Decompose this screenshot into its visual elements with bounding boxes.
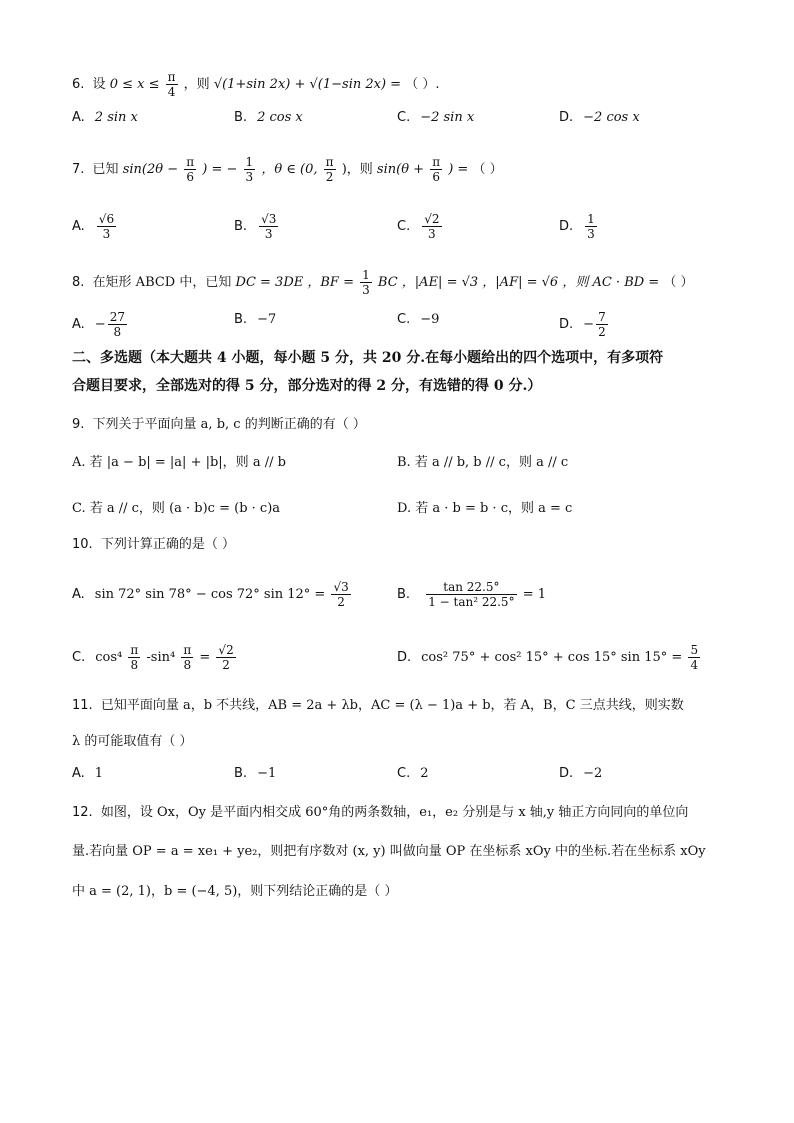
stem-text: 在矩形 ABCD 中，已知 xyxy=(92,275,232,290)
option-b: B. −7 xyxy=(234,312,277,327)
question-number: 11. xyxy=(72,698,93,713)
expression: sin(θ + xyxy=(376,162,425,177)
expression: sin(2θ − xyxy=(122,162,179,177)
section-heading-line: 二、多选题（本大题共 4 小题，每小题 5 分，共 20 分.在每小题给出的四个选项中，有多项符 xyxy=(72,350,664,366)
question-6-stem xyxy=(72,70,439,99)
condition: ，BF = xyxy=(307,275,354,290)
expression: √(1+sin 2x) + √(1−sin 2x) = xyxy=(213,77,402,92)
fraction: $\frac{\pi}{4}$ xyxy=(167,70,176,99)
stem-text: 已知平面向量 a，b 不共线，AB = 2a + λb，AC = (λ − 1)a + b，若 A，B，C 三点共线，则实数 xyxy=(100,698,684,713)
fraction: $\frac{\pi}{6}$ xyxy=(432,155,441,184)
question-12-stem-cont: 量.若向量 OP = a = xe₁ + ye₂，则把有序数对 (x, y) 叫做向量 OP 在坐标系 xOy 中的坐标.若在坐标系 xOy xyxy=(72,844,706,859)
option-a: A. − $\frac{27}{8}$ xyxy=(72,310,125,339)
condition: ，θ ∈ (0, xyxy=(261,162,318,177)
question-number: 7. xyxy=(72,162,85,177)
option-b: B. −1 xyxy=(234,766,277,781)
option-a: A. 1 xyxy=(72,766,104,781)
fraction: $\frac{1}{3}$ xyxy=(245,155,254,184)
condition: 0 ≤ x ≤ xyxy=(109,77,160,92)
stem-text: 已知 xyxy=(92,162,119,177)
stem-text: )，则 xyxy=(341,162,373,177)
question-10-stem xyxy=(72,535,235,555)
condition: ，|AF| = √6 xyxy=(482,275,559,290)
question-11-stem-cont: λ 的可能取值有（ ） xyxy=(72,734,193,749)
condition: BC xyxy=(377,275,398,290)
option-c: C. cos⁴ $\frac{\pi}{8}$ -sin⁴ $\frac{\pi}{8}$ = $\frac{√2}{2}$ xyxy=(72,643,234,672)
option-b: B. $\frac{√3}{3}$ xyxy=(234,212,277,241)
option-c: C. 若 a // c，则 (a · b)c = (b · c)a xyxy=(72,501,281,516)
condition: DC = 3DE xyxy=(235,275,304,290)
section-heading-line: 合题目要求，全部选对的得 5 分，部分选对的得 2 分，有选错的得 0 分.） xyxy=(72,378,542,394)
question-12-stem xyxy=(72,803,688,823)
option-c: C. −9 xyxy=(397,312,440,327)
option-a: A. $\frac{√6}{3}$ xyxy=(72,212,115,241)
option-a: A. sin 72° sin 78° − cos 72° sin 12° = $\frac{√3}{2}$ xyxy=(72,580,349,609)
option-b: B. $\frac{\tan 22.5^\circ}{\text{1 − tan² 22.5°}}$ = 1 xyxy=(397,580,547,609)
option-d: D. $\frac{1}{3}$ xyxy=(559,212,595,241)
condition: ，|AE| = √3 xyxy=(401,275,479,290)
expression: ) = xyxy=(448,162,469,177)
stem-text: 设 xyxy=(92,77,106,92)
option-d: D. 若 a · b = b · c，则 a = c xyxy=(397,501,573,516)
question-11-stem xyxy=(72,696,684,716)
stem-text: 如图，设 Ox，Oy 是平面内相交成 60°角的两条数轴，e₁，e₂ 分别是与 x 轴,y 轴正方向同向的单位向 xyxy=(100,805,689,820)
fraction: $\frac{\pi}{2}$ xyxy=(325,155,334,184)
option-a: A. 2 sin x xyxy=(72,110,138,125)
option-d: D. − $\frac{7}{2}$ xyxy=(559,310,606,339)
section-heading xyxy=(72,346,732,398)
question-number: 12. xyxy=(72,805,93,820)
stem-text: 下列关于平面向量 a, b, c 的判断正确的有（ ） xyxy=(92,417,366,432)
answer-blank: （ ）. xyxy=(405,77,440,92)
question-number: 9. xyxy=(72,417,85,432)
option-c: C. $\frac{√2}{3}$ xyxy=(397,212,440,241)
option-c: C. 2 xyxy=(397,766,429,781)
question-8-stem xyxy=(72,268,693,297)
answer-blank: （ ） xyxy=(472,162,503,177)
stem-text: 下列计算正确的是（ ） xyxy=(100,537,235,552)
option-d: D. cos² 75° + cos² 15° + cos 15° sin 15° = $\frac{5}{4}$ xyxy=(397,643,699,672)
question-12-stem-cont: 中 a = (2, 1)，b = (−4, 5)，则下列结论正确的是（ ） xyxy=(72,884,398,899)
option-d: D. −2 cos x xyxy=(559,110,640,125)
option-a: A. 若 |a − b| = |a| + |b|，则 a // b xyxy=(72,455,286,470)
expression: ) = − xyxy=(202,162,238,177)
option-d: D. −2 xyxy=(559,766,603,781)
question-9-stem xyxy=(72,415,366,435)
question-number: 6. xyxy=(72,77,85,92)
fraction: $\frac{1}{3}$ xyxy=(362,268,370,297)
question-7-stem xyxy=(72,155,503,184)
question-number: 10. xyxy=(72,537,93,552)
expression: ，则 AC · BD = xyxy=(562,275,660,290)
option-c: C. −2 sin x xyxy=(397,110,475,125)
option-b: B. 若 a // b, b // c，则 a // c xyxy=(397,455,569,470)
question-number: 8. xyxy=(72,275,85,290)
stem-text: ，则 xyxy=(183,77,210,92)
fraction: $\frac{\pi}{6}$ xyxy=(186,155,195,184)
option-b: B. 2 cos x xyxy=(234,110,303,125)
answer-blank: （ ） xyxy=(663,275,694,290)
